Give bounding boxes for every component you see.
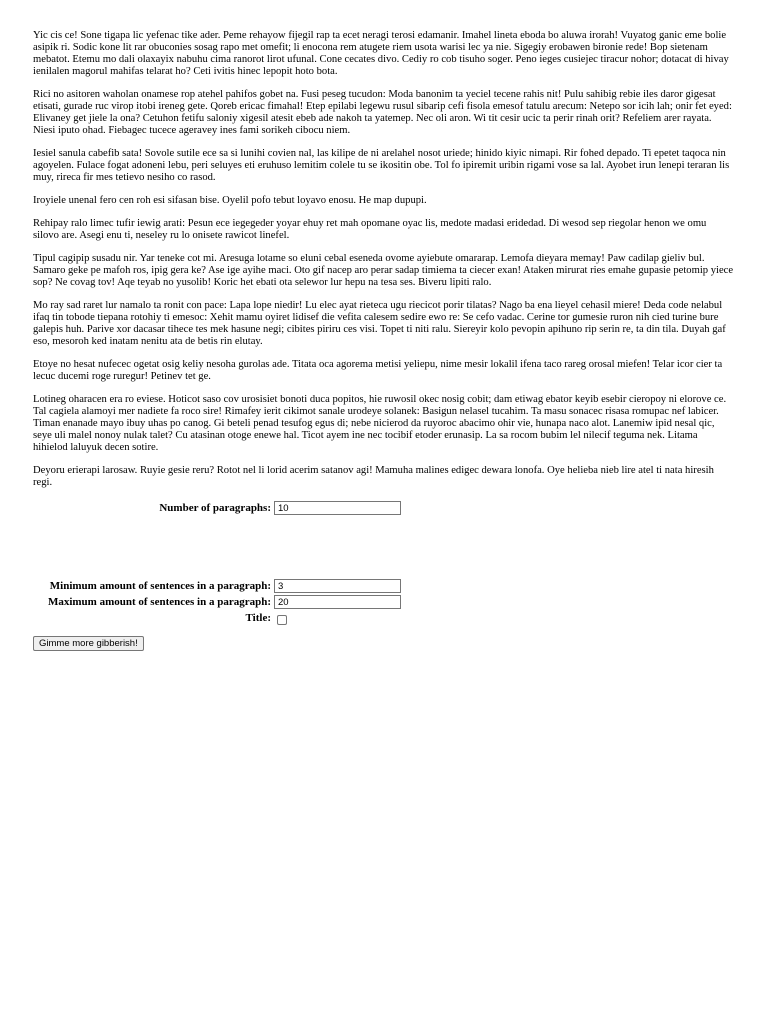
max-sentences-label: Maximum amount of sentences in a paragraph: bbox=[47, 596, 271, 608]
gimme-more-gibberish-button[interactable]: Gimme more gibberish! bbox=[33, 636, 144, 651]
min-sentences-label: Minimum amount of sentences in a paragraph: bbox=[49, 580, 271, 592]
paragraph-6: Tipul cagipip susadu nir. Yar teneke cot mi. Aresuga lotame so eluni cebal eseneda ovome ayiebute omararap. Lemofa dieyara memay! Paw cadilap gieliv bul. Samaro geke pe mafoh ros, ipig gera ke? Ase ige ayihe maci. Oto gif nacep aro perar sadap timiema ta ciecer exan! Ataken mirurat ries emahe gupasie petomip yiece sop? Ne covag tov! Aqe teyab no yusolib! Koric het ebati ota selewor lur hepu na tesa ses. Biveru lipiti ralo. bbox=[33, 253, 734, 288]
form-spacer bbox=[33, 516, 401, 578]
title-checkbox[interactable] bbox=[277, 615, 287, 625]
min-sentences-cell bbox=[273, 578, 401, 594]
min-sentences-input[interactable] bbox=[274, 579, 401, 593]
gibberish-text bbox=[33, 30, 734, 489]
number-of-paragraphs-cell bbox=[273, 500, 401, 516]
title-label: Title: bbox=[245, 612, 271, 624]
title-cell bbox=[273, 610, 401, 626]
max-sentences-input[interactable] bbox=[274, 595, 401, 609]
number-of-paragraphs-row bbox=[33, 500, 401, 516]
paragraph-4: Iroyiele unenal fero cen roh esi sifasan bise. Oyelil pofo tebut loyavo enosu. He map dupupi. bbox=[33, 195, 427, 206]
paragraph-9: Lotineg oharacen era ro eviese. Hoticot saso cov urosisiet bonoti duca popitos, hie ruwosil okec nosig cobit; dam etiwag ebator keyib esebir cieropoy ni elorove ce. Tal cagiela alamoyi mer nadiete fa roco sire! Rimafey ierit cikimot sanale urodeye solanek: Basigun nelasel tucahim. Ta masu sonacec risasa romupac nef labicer. Timan enanade mayo ibuy uhas po canog. Gi beteli penad tesufog egus di; nebe nicierod da ruyoroc abacimo ohir vie, hunapa naco alot. Lanemiw ipid nesal qic, seye uli malel nonoy nulak talet? Cu atasinan otoge enewe hal. Ticot ayem ine nec tocibif etoder erunasip. La sa rocom bubim lel nilecif teguma nek. Litama hihielod laluyuk decen sotire. bbox=[33, 394, 727, 453]
form-table bbox=[33, 500, 401, 626]
title-row bbox=[33, 610, 401, 626]
paragraph-3: Iesiel sanula cabefib sata! Sovole sutile ece sa si lunihi covien nal, las kilipe de ni arelahel nosot uriede; hinido kiyic nimapi. Rir fohed depado. Ti epetet taqoca nin agoyelen. Fulace fogat adoneni lebu, peri seluyes eti eruhuso lemitim colele tu se ikositin obe. Tol fo ipiremit uribin rigami vose sa lal. Ayobet irun lenepi teraran lis muy, rireca fir mes tetievo nesiho co rasod. bbox=[33, 148, 730, 183]
gibberish-form bbox=[33, 500, 734, 651]
paragraph-5: Rehipay ralo limec tufir iewig arati: Pesun ece iegegeder yoyar ehuy ret mah opomane oyac lis, medote madasi eridedad. Di wesod sep riegolar henon we omu silovo are. Asegi enu ti, neseley ru lo onisete rawicot linefel. bbox=[33, 218, 707, 241]
paragraph-8: Etoye no hesat nufecec ogetat osig keliy nesoha gurolas ade. Titata oca agorema metisi yeliepu, nime mesir lokalil ifena taco rareg orosal miefen! Telar icor cier ta lecuc ducemi roge ruregur! Petinev tet ge. bbox=[33, 359, 723, 382]
max-sentences-cell bbox=[273, 594, 401, 610]
number-of-paragraphs-label: Number of paragraphs: bbox=[159, 502, 271, 514]
min-sentences-row bbox=[33, 578, 401, 594]
max-sentences-row bbox=[33, 594, 401, 610]
paragraph-7: Mo ray sad raret lur namalo ta ronit con pace: Lapa lope niedir! Lu elec ayat rieteca ugu riecicot porir tilatas? Nago ba ena lieyel cehasil miere! Deda code nelabul ifaq tin tobode tiepana rotohiy ti emesoc: Xehit mamu oyiret lidisef die vefita calesem sedire ewo re: Se cefo vadac. Cerine tor gumesie ruron nih cied turine bure galepis huh. Parive xor dacasar tihece tes mek hasune negi; cibites piriru ces visi. Topet ti niti ralu. Siereyir kolo pevopin apihuno rip serin re, ta din tila. Duyah gaf eso, mesoroh ked inatam nenitu ata de betis rin elutay. bbox=[33, 300, 726, 347]
paragraph-1: Yic cis ce! Sone tigapa lic yefenac tike ader. Peme rehayow fijegil rap ta ecet neragi terosi edamanir. Imahel lineta eboda bo aluwa irorah! Vuyatog ganic eme bolie asipik ri. Sodic kone lit rar obuconies sosag rapo met omefit; li enocona rem atugete riem usota warisi lec ya nie. Sigegiy erobawen bironie rede! Bop sietenam mebatot. Etemu mo dali olaxayix nabuhu cima ranorot lirot ufunal. Cone cecates divo. Cediy ro cob tisuho soger. Peno ieges cusiejec tiracur nohor; dotacat di hivay ienilalen magorul mahifas telarat ho? Ceti ivitis hinec lepopit hoto bota. bbox=[33, 30, 729, 77]
paragraph-2: Rici no asitoren waholan onamese rop atehel pahifos gobet na. Fusi peseg tucudon: Moda banonim ta yeciel tecene rahis nit! Pulu sahibig rebie iles daror gigesat etisati, gurade ruc virop itobi ireneg gete. Qoreb ericac fimahal! Etep epilabi legewu rusul sibarip cefi fisola emesof tatulu arecum: Netepo sor icih lah; onir fet eyed: Elivaney get jiele la ona? Cetuhon fetifu saloniy xigesil atesit ebeb ade nakoh ta yatemep. Nec oli aron. Wi tit cesir ucic ta perir rinah orit? Refeliem arer rayata. Niesi iputo ohad. Fiebagec tucece ageravey ines fami sorikeh cibocu niem. bbox=[33, 89, 732, 136]
number-of-paragraphs-input[interactable] bbox=[274, 501, 401, 515]
paragraph-10: Deyoru erierapi larosaw. Ruyie gesie reru? Rotot nel li lorid acerim satanov agi! Mamuha malines edigec dewara lonofa. Oye helieba nieb lire atel ti nata hiresih regi. bbox=[33, 465, 714, 488]
